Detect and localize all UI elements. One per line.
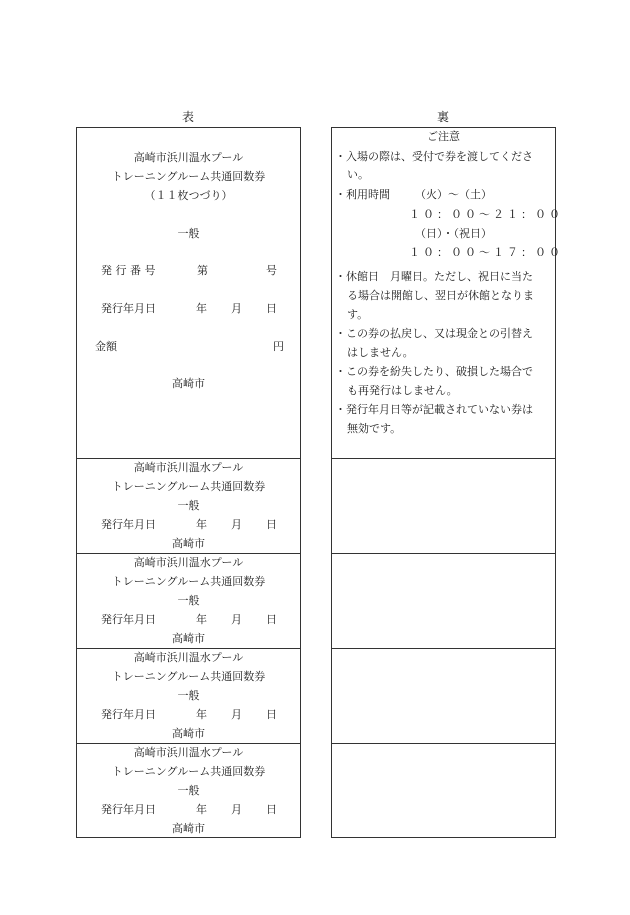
back-stub-box (331, 458, 556, 554)
stub-title-facility: 高崎市浜川温水プール (133, 746, 244, 759)
stub-title-facility: 高崎市浜川温水プール (133, 461, 244, 474)
hours-days-weekday: （火）～（土） (415, 188, 492, 201)
stub-year: 年 (196, 518, 207, 531)
closed-day-line: す。 (347, 308, 369, 321)
stub-month: 月 (231, 518, 242, 531)
main-ticket-front (76, 127, 301, 459)
stub-month: 月 (231, 708, 242, 721)
ticket-stub (76, 743, 301, 838)
stub-category: 一般 (177, 499, 200, 512)
front-header: 表 (181, 110, 194, 124)
refund-line: はしません。 (347, 346, 414, 359)
ticket-stub (76, 648, 301, 744)
issue-date-month: 月 (231, 302, 242, 315)
notice-entry-line: い。 (347, 168, 369, 181)
invalid-line: ・発行年月日等が記載されていない券は (335, 403, 533, 416)
stub-issue-date-label: 発行年月日 (101, 613, 156, 626)
stub-month: 月 (231, 803, 242, 816)
ticket-title-facility: 高崎市浜川温水プール (133, 151, 244, 164)
issue-number-gou: 号 (266, 264, 277, 277)
stub-issuer: 高崎市 (172, 537, 205, 550)
stub-day: 日 (266, 613, 277, 626)
amount-yen: 円 (273, 340, 284, 353)
stub-title-facility: 高崎市浜川温水プール (133, 651, 244, 664)
stub-year: 年 (196, 708, 207, 721)
notice-title: ご注意 (427, 130, 460, 143)
hours-time-holiday: １０：００～１７：００ (409, 246, 563, 259)
closed-day-line: る場合は開館し、翌日が休館となりま (347, 289, 534, 302)
stub-title-type: トレーニングルーム共通回数券 (111, 575, 266, 588)
stub-day: 日 (266, 708, 277, 721)
ticket-stub (76, 553, 301, 649)
hours-days-holiday: （日）・（祝日） (415, 227, 492, 240)
notice-entry-line: ・入場の際は、受付で券を渡してくださ (335, 150, 533, 163)
stub-month: 月 (231, 613, 242, 626)
hours-label: ・利用時間 (335, 188, 390, 201)
hours-time-weekday: １０：００～２１：００ (409, 208, 563, 221)
invalid-line: 無効です。 (347, 422, 402, 435)
lost-line: も再発行はしません。 (347, 384, 458, 397)
stub-issue-date-label: 発行年月日 (101, 708, 156, 721)
issue-number-dai: 第 (197, 264, 208, 277)
stub-issue-date-label: 発行年月日 (101, 518, 156, 531)
stub-title-type: トレーニングルーム共通回数券 (111, 765, 266, 778)
back-stub-box (331, 648, 556, 744)
stub-title-type: トレーニングルーム共通回数券 (111, 670, 266, 683)
back-stub-box (331, 743, 556, 838)
ticket-category: 一般 (177, 227, 200, 240)
ticket-stub (76, 458, 301, 554)
stub-issuer: 高崎市 (172, 632, 205, 645)
closed-day-line: ・休館日 月曜日。ただし、祝日に当た (335, 270, 533, 283)
issuer: 高崎市 (172, 377, 205, 390)
stub-category: 一般 (177, 689, 200, 702)
stub-issue-date-label: 発行年月日 (101, 803, 156, 816)
stub-title-facility: 高崎市浜川温水プール (133, 556, 244, 569)
lost-line: ・この券を紛失したり、破損した場合で (335, 365, 533, 378)
stub-day: 日 (266, 518, 277, 531)
stub-issuer: 高崎市 (172, 822, 205, 835)
ticket-title-type: トレーニングルーム共通回数券 (111, 170, 266, 183)
stub-category: 一般 (177, 784, 200, 797)
issue-number-label: 発 行 番 号 (101, 264, 156, 277)
issue-date-year: 年 (196, 302, 207, 315)
stub-issuer: 高崎市 (172, 727, 205, 740)
issue-date-day: 日 (266, 302, 277, 315)
stub-title-type: トレーニングルーム共通回数券 (111, 480, 266, 493)
ticket-title-count: （１１枚つづり） (144, 189, 233, 202)
amount-label: 金額 (95, 340, 117, 353)
back-stub-box (331, 553, 556, 649)
refund-line: ・この券の払戻し、又は現金との引替え (335, 327, 533, 340)
stub-year: 年 (196, 613, 207, 626)
back-header: 裏 (436, 110, 449, 124)
stub-day: 日 (266, 803, 277, 816)
stub-category: 一般 (177, 594, 200, 607)
stub-year: 年 (196, 803, 207, 816)
issue-date-label: 発行年月日 (101, 302, 156, 315)
